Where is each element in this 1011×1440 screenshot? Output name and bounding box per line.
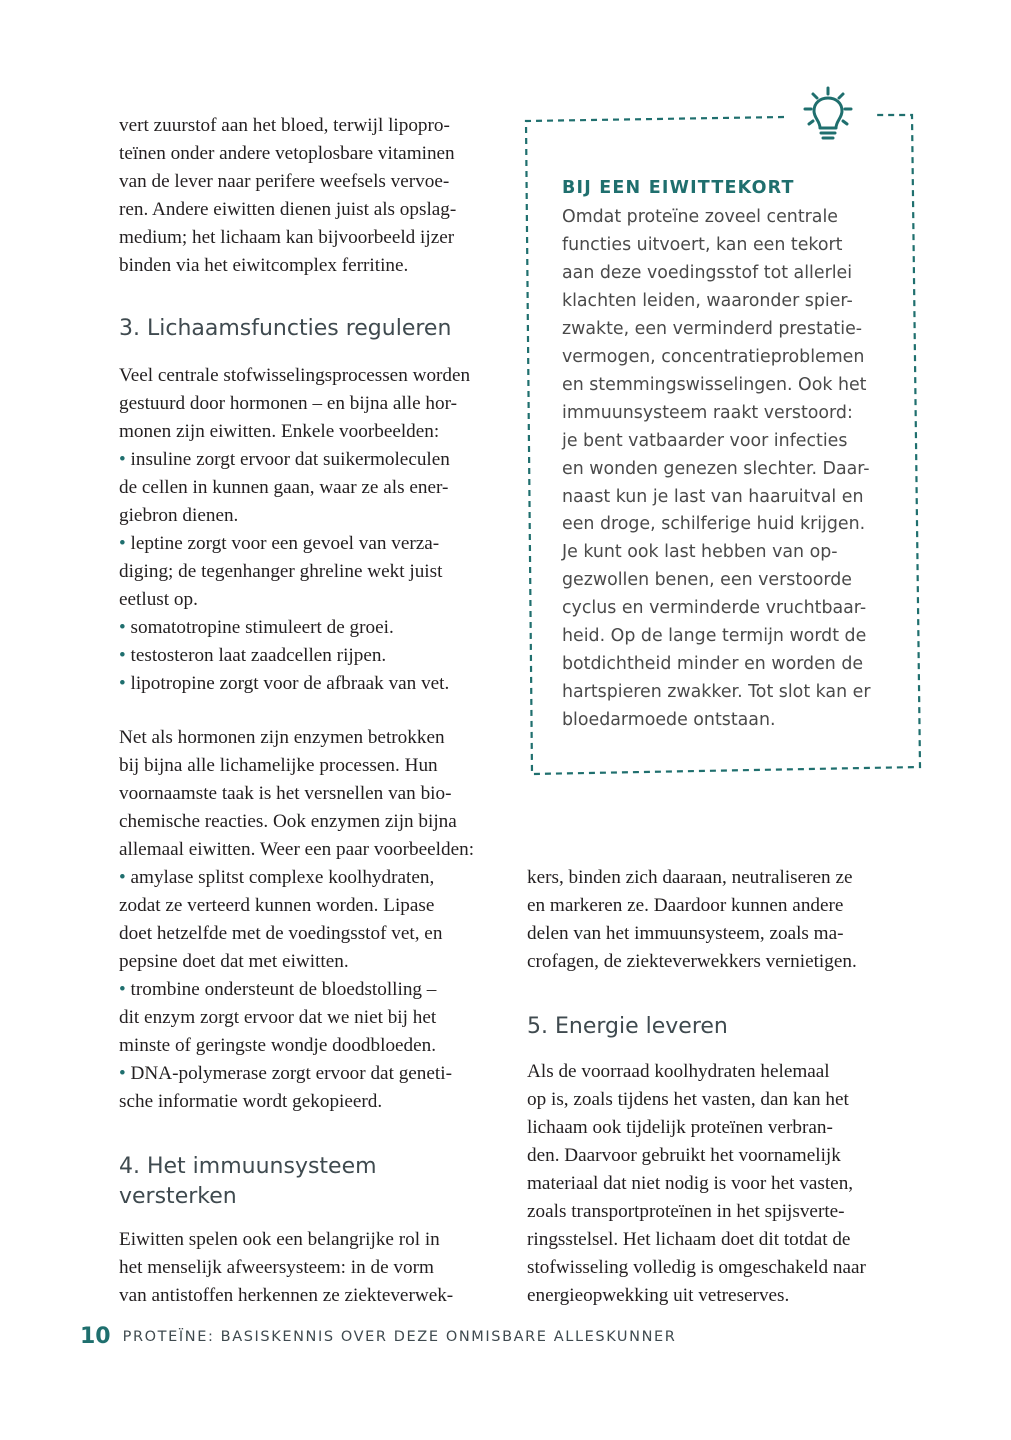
col1-section4 [119, 1226, 453, 1310]
bullet-item-line [119, 976, 474, 1004]
bullet-icon: • [119, 449, 131, 470]
text-line: vert zuurstof aan het bloed, terwijl lipopro- [119, 115, 450, 136]
text-line: cyclus en verminderde vruchtbaar- [562, 598, 867, 619]
line-text: dit enzym zorgt ervoor dat we niet bij het [119, 1007, 437, 1028]
page-number: 10 [80, 1324, 111, 1349]
line-text: insuline zorgt ervoor dat suikermoleculen [130, 449, 450, 470]
line-text: lipotropine zorgt voor de afbraak van vet. [130, 673, 450, 694]
text-line [119, 558, 470, 586]
intro-paragraph [119, 112, 456, 280]
line-text: voornaamste taak is het versnellen van bio- [119, 783, 452, 804]
section4-paragraph [119, 1226, 453, 1310]
line-text: diging; de tegenhanger ghreline wekt juist [119, 561, 443, 582]
text-line [119, 836, 474, 864]
text-line: klachten leiden, waaronder spier- [562, 290, 853, 311]
enzymes-paragraph [119, 724, 474, 1116]
line-text: monen zijn eiwitten. Enkele voorbeelden: [119, 421, 440, 442]
col1-intro [119, 112, 456, 280]
text-line: op is, zoals tijdens het vasten, dan kan het [527, 1089, 849, 1110]
line-text: amylase splitst complexe koolhydraten, [130, 867, 435, 888]
text-line [119, 586, 470, 614]
bullet-icon: • [119, 867, 131, 888]
line-text: trombine ondersteunt de bloedstolling – [130, 979, 437, 1000]
text-line: stofwisseling volledig is omgeschakeld naar [527, 1257, 866, 1278]
bullet-item-line [119, 1060, 474, 1088]
col1-enzymes [119, 724, 474, 1116]
continuation-paragraph [527, 864, 857, 976]
text-line [119, 390, 470, 418]
running-title: PROTEÏNE: BASISKENNIS OVER DEZE ONMISBARE ALLESKUNNER [122, 1328, 677, 1345]
heading-section-5: 5. Energie leveren [527, 1014, 728, 1039]
line-text: Net als hormonen zijn enzymen betrokken [119, 727, 445, 748]
bullet-icon: • [119, 1063, 131, 1084]
bullet-item-line [119, 614, 470, 642]
bullet-item-line [119, 446, 470, 474]
text-line: delen van het immuunsysteem, zoals ma- [527, 923, 844, 944]
line-text: somatotropine stimuleert de groei. [130, 617, 394, 638]
line-text: Veel centrale stofwisselingsprocessen worden [119, 365, 471, 386]
text-line: botdichtheid minder en worden de [562, 654, 864, 675]
section5-paragraph [527, 1058, 866, 1310]
text-line: ringsstelsel. Het lichaam doet dit totdat de [527, 1229, 851, 1250]
text-line: ren. Andere eiwitten dienen juist als opslag- [119, 199, 457, 220]
heading-section-4 [119, 1152, 377, 1212]
text-line: binden via het eiwitcomplex ferritine. [119, 255, 409, 276]
line-text: doet hetzelfde met de voedingsstof vet, en [119, 923, 443, 944]
heading-section-4-line: 4. Het immuunsysteem [119, 1154, 377, 1179]
text-line [119, 502, 470, 530]
text-line: en wonden genezen slechter. Daar- [562, 458, 870, 479]
text-line [119, 418, 470, 446]
line-text: leptine zorgt voor een gevoel van verza- [130, 533, 440, 554]
bullet-icon: • [119, 533, 131, 554]
text-line: bloedarmoede ontstaan. [562, 710, 776, 731]
col2-section5 [527, 1058, 866, 1310]
text-line: energieopwekking uit vetreserves. [527, 1285, 790, 1306]
line-text: minste of geringste wondje doodbloeden. [119, 1035, 437, 1056]
line-text: sche informatie wordt gekopieerd. [119, 1091, 383, 1112]
text-line: van de lever naar perifere weefsels vervoe- [119, 171, 450, 192]
line-text: eetlust op. [119, 589, 198, 610]
text-line: medium; het lichaam kan bijvoorbeeld ijzer [119, 227, 455, 248]
text-line [119, 1004, 474, 1032]
text-line [119, 808, 474, 836]
text-line: Als de voorraad koolhydraten helemaal [527, 1061, 830, 1082]
text-line: teïnen onder andere vetoplosbare vitaminen [119, 143, 455, 164]
line-text: gestuurd door hormonen – en bijna alle hor- [119, 393, 457, 414]
text-line [119, 1088, 474, 1116]
text-line: functies uitvoert, kan een tekort [562, 234, 843, 255]
text-line: en stemmingswisselingen. Ook het [562, 374, 867, 395]
text-line: een droge, schilferige huid krijgen. [562, 514, 866, 535]
line-text: giebron dienen. [119, 505, 239, 526]
line-text: bij bijna alle lichamelijke processen. Hun [119, 755, 438, 776]
line-text: allemaal eiwitten. Weer een paar voorbeelden: [119, 839, 475, 860]
heading-section-4-line: versterken [119, 1184, 237, 1209]
text-line: heid. Op de lange termijn wordt de [562, 626, 867, 647]
text-line [119, 920, 474, 948]
text-line: hartspieren zwakker. Tot slot kan er [562, 682, 871, 703]
bullet-icon: • [119, 979, 131, 1000]
page-footer [80, 1324, 676, 1349]
text-line: Eiwitten spelen ook een belangrijke rol in [119, 1229, 440, 1250]
text-line: materiaal dat niet nodig is voor het vasten, [527, 1173, 854, 1194]
heading-section-3: 3. Lichaamsfuncties reguleren [119, 316, 452, 341]
bullet-icon: • [119, 673, 131, 694]
line-text: zodat ze verteerd kunnen worden. Lipase [119, 895, 435, 916]
bullet-icon: • [119, 645, 131, 666]
text-line: vermogen, concentratieproblemen [562, 346, 865, 367]
tip-box [522, 112, 922, 777]
text-line: naast kun je last van haaruitval en [562, 486, 864, 507]
tip-text [562, 204, 871, 735]
text-line: je bent vatbaarder voor infecties [562, 430, 848, 451]
text-line: zwakte, een verminderd prestatie- [562, 318, 863, 339]
text-line: kers, binden zich daaraan, neutraliseren ze [527, 867, 853, 888]
text-line [119, 752, 474, 780]
text-line: van antistoffen herkennen ze ziekteverwek- [119, 1285, 454, 1306]
text-line: Omdat proteïne zoveel centrale [562, 207, 838, 227]
text-line: aan deze voedingsstof tot allerlei [562, 262, 853, 283]
line-text: pepsine doet dat met eiwitten. [119, 951, 349, 972]
text-line: den. Daarvoor gebruikt het voornamelijk [527, 1145, 841, 1166]
text-line: Je kunt ook last hebben van op- [562, 542, 838, 563]
text-line: lichaam ook tijdelijk proteïnen verbran- [527, 1117, 833, 1138]
lightbulb-icon [800, 86, 856, 146]
text-line: zoals transportproteïnen in het spijsverte- [527, 1201, 845, 1222]
line-text: chemische reacties. Ook enzymen zijn bijna [119, 811, 457, 832]
text-line: immuunsysteem raakt verstoord: [562, 402, 853, 423]
bullet-item-line [119, 530, 470, 558]
tip-title: BIJ EEN EIWITTEKORT [562, 178, 795, 198]
text-line [119, 724, 474, 752]
text-line [119, 948, 474, 976]
bullet-icon: • [119, 617, 131, 638]
text-line: en markeren ze. Daardoor kunnen andere [527, 895, 844, 916]
text-line [119, 892, 474, 920]
text-line [119, 780, 474, 808]
col1-section3 [119, 362, 470, 698]
text-line [119, 1032, 474, 1060]
col2-continuation [527, 864, 857, 976]
text-line: gezwollen benen, een verstoorde [562, 570, 853, 591]
text-line [119, 474, 470, 502]
line-text: testosteron laat zaadcellen rijpen. [130, 645, 387, 666]
text-line [119, 362, 470, 390]
bullet-item-line [119, 670, 470, 698]
text-line: crofagen, de ziekteverwekkers vernietigen. [527, 951, 857, 972]
line-text: de cellen in kunnen gaan, waar ze als ener- [119, 477, 449, 498]
bullet-item-line [119, 864, 474, 892]
line-text: DNA-polymerase zorgt ervoor dat geneti- [130, 1063, 452, 1084]
text-line: het menselijk afweersysteem: in de vorm [119, 1257, 434, 1278]
section3-paragraph [119, 362, 470, 698]
bullet-item-line [119, 642, 470, 670]
